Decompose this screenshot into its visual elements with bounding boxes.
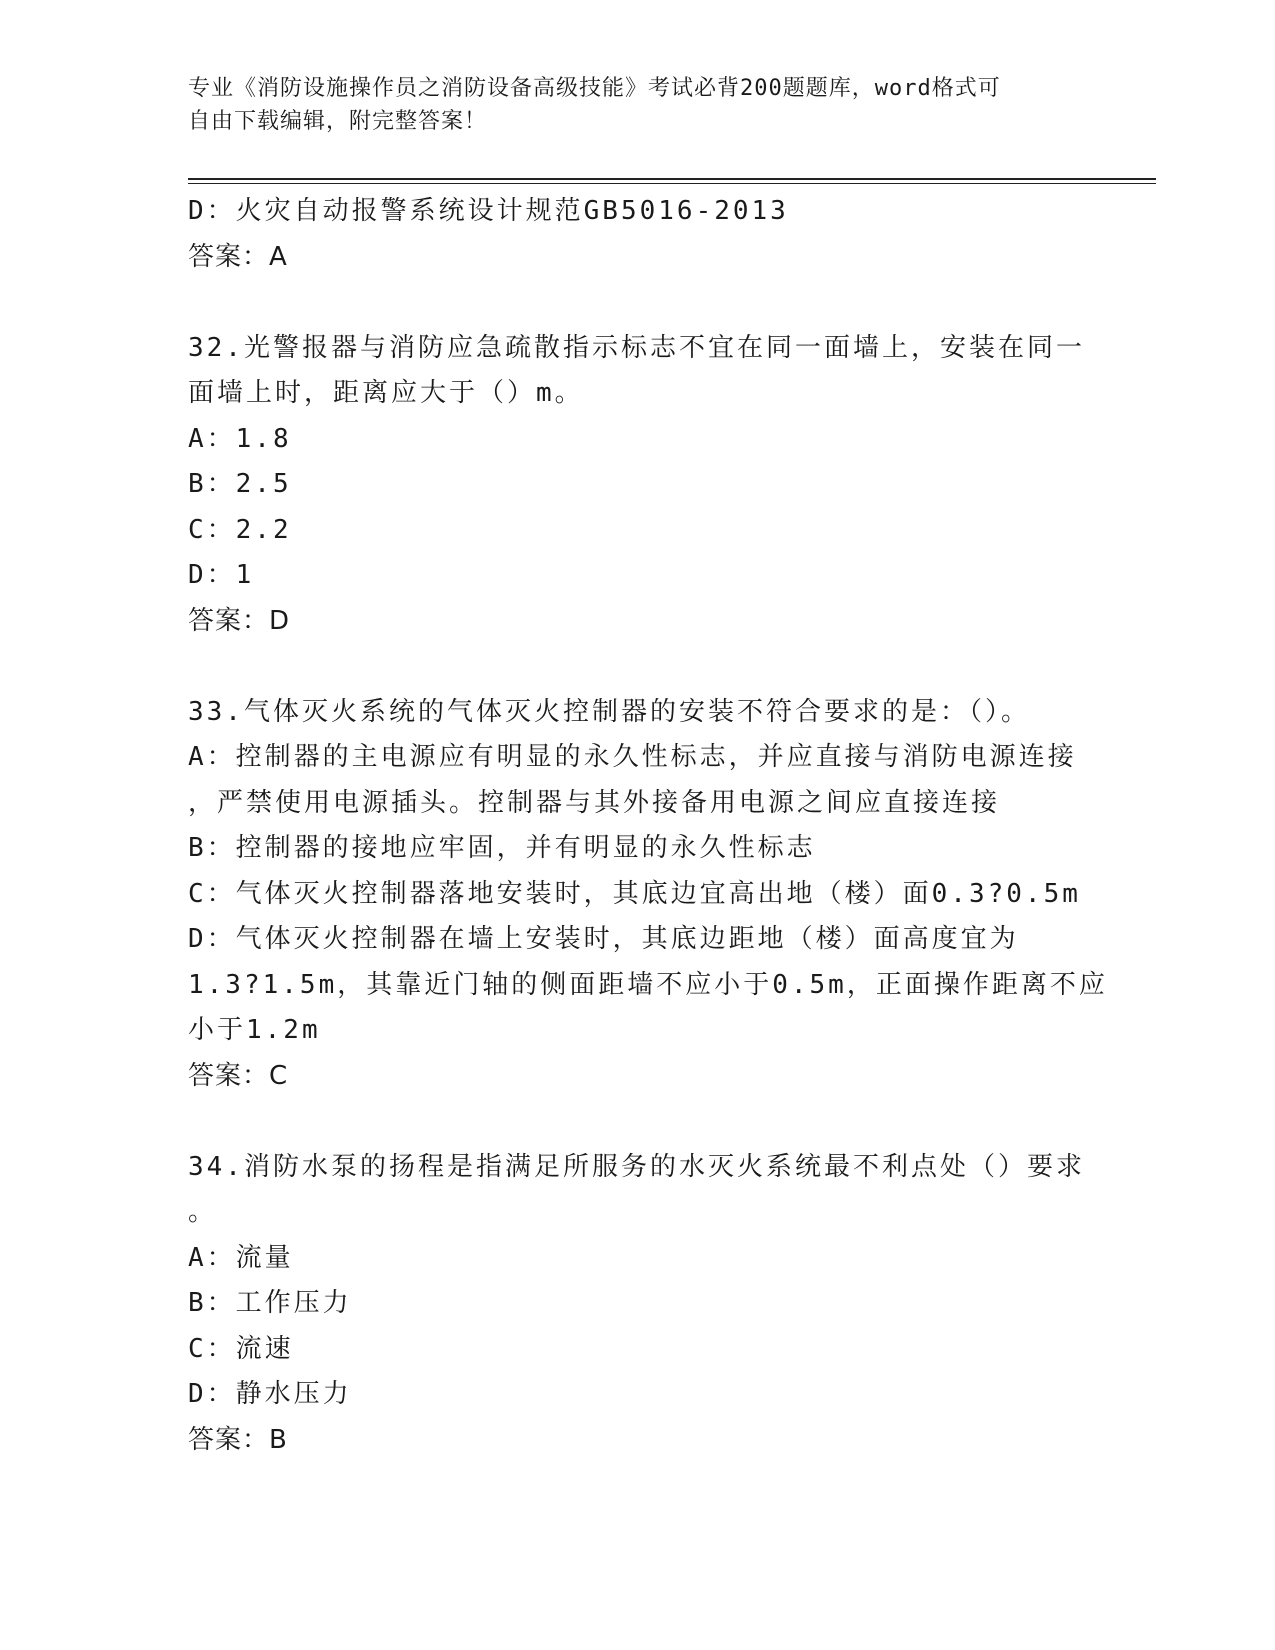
q32-option-b: B：2.5	[188, 469, 292, 499]
q33-option-a-line-2: ，严禁使用电源插头。控制器与其外接备用电源之间应直接连接	[188, 787, 1001, 818]
q33-option-c: C：气体灭火控制器落地安装时，其底边宜高出地（楼）面0.3?0.5m	[188, 878, 1081, 909]
q33-option-b: B：控制器的接地应牢固，并有明显的永久性标志	[188, 833, 816, 863]
q34-option-d: D：静水压力	[188, 1379, 352, 1409]
q34-option-b: B：工作压力	[188, 1288, 352, 1318]
q32-option-c: C：2.2	[188, 514, 292, 545]
page-header	[188, 72, 1068, 138]
q33-option-d-line-2: 1.3?1.5m，其靠近门轴的侧面距墙不应小于0.5m，正面操作距离不应	[188, 969, 1108, 1000]
q34-option-a: A：流量	[188, 1242, 294, 1273]
q32-option-d: D：1	[188, 560, 255, 590]
question-list	[188, 189, 1108, 1463]
q33-option-d-line-1: D：气体灭火控制器在墙上安装时，其底边距地（楼）面高度宜为	[188, 924, 1019, 954]
q33-stem: 33.气体灭火系统的气体灭火控制器的安装不符合要求的是：（）。	[188, 696, 1030, 727]
q34-answer: 答案：B	[188, 1424, 288, 1455]
question-spacer	[188, 280, 1088, 326]
q34-stem-line-2: 。	[188, 1197, 218, 1227]
header-divider-thin	[188, 183, 1156, 184]
q31-answer: 答案：A	[188, 241, 288, 272]
q32-stem-line-1: 32.光警报器与消防应急疏散指示标志不宜在同一面墙上，安装在同一	[188, 332, 1085, 363]
q31-option-d: D：火灾自动报警系统设计规范GB5016-2013	[188, 196, 789, 226]
q33-option-a-line-1: A：控制器的主电源应有明显的永久性标志，并应直接与消防电源连接	[188, 742, 1077, 772]
q34-stem-line-1: 34.消防水泵的扬程是指满足所服务的水灭火系统最不利点处（）要求	[188, 1151, 1085, 1182]
header-title-line-2: 自由下载编辑，附完整答案！	[188, 109, 488, 134]
header-divider-thick	[188, 178, 1156, 180]
q33-option-d-line-3: 小于1.2m	[188, 1015, 321, 1045]
q33-answer: 答案：C	[188, 1060, 289, 1091]
q32-stem-line-2: 面墙上时，距离应大于（）m。	[188, 378, 584, 408]
question-spacer	[188, 644, 1088, 690]
question-spacer	[188, 1099, 1088, 1145]
q34-option-c: C：流速	[188, 1333, 294, 1364]
q32-option-a: A：1.8	[188, 423, 292, 454]
q32-answer: 答案：D	[188, 605, 291, 636]
header-title-line-1: 专业《消防设施操作员之消防设备高级技能》考试必背200题题库，word格式可	[188, 76, 1001, 101]
